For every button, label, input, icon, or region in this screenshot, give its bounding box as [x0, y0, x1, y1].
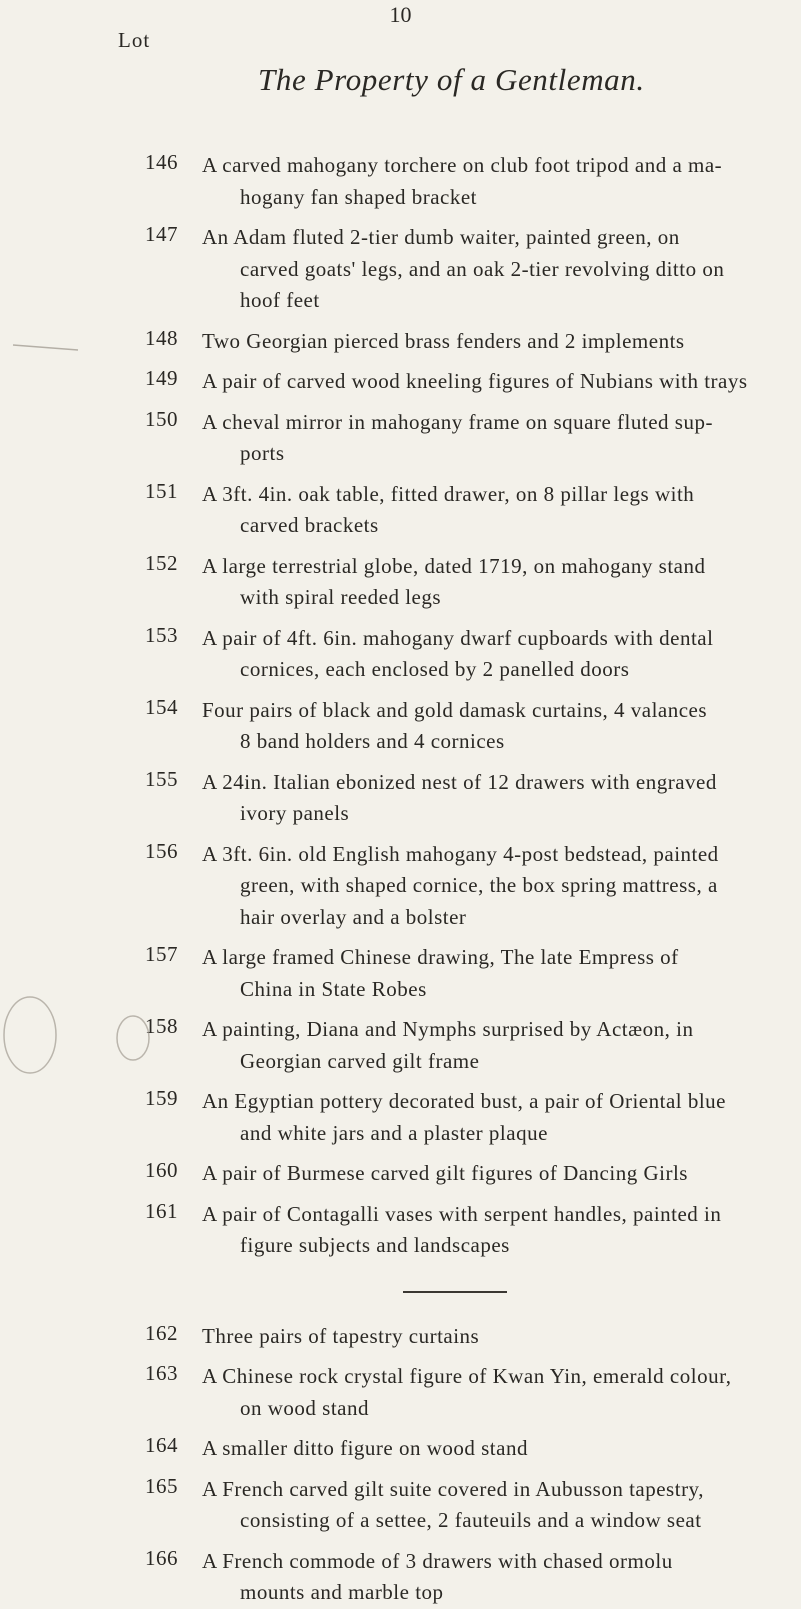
handwritten-circle-mark — [0, 990, 150, 1090]
description-line: A pair of carved wood kneeling figures of Nubians with trays — [202, 369, 748, 393]
lot-description — [202, 1474, 792, 1537]
lot-number: 158 — [145, 1014, 178, 1038]
description-line: A carved mahogany torchere on club foot tripod and a ma- — [202, 153, 723, 177]
lot-description — [202, 695, 792, 758]
lot-number: 154 — [145, 694, 178, 719]
description-line: A pair of 4ft. 6in. mahogany dwarf cupboards with dental — [202, 625, 714, 650]
page-number: 10 — [389, 2, 412, 27]
description-line: A 3ft. 6in. old English mahogany 4-post bedstead, painted — [202, 841, 719, 866]
lot-description — [202, 479, 792, 542]
lot-number: 163 — [145, 1361, 178, 1385]
lot-number: 164 — [145, 1433, 178, 1457]
description-line: Two Georgian pierced brass fenders and 2 implements — [202, 328, 685, 353]
description-line: China in State Robes — [240, 976, 427, 1001]
description-line: Three pairs of tapestry curtains — [202, 1323, 480, 1348]
description-line: ports — [240, 441, 285, 465]
description-line: with spiral reeded legs — [240, 585, 442, 609]
lot-description — [202, 767, 792, 830]
description-line: Four pairs of black and gold damask curtains, 4 valances — [202, 697, 708, 722]
description-line: A pair of Contagalli vases with serpent handles, painted in — [202, 1201, 722, 1226]
description-line: A pair of Burmese carved gilt figures of Dancing Girls — [202, 1161, 688, 1185]
description-line: hogany fan shaped bracket — [240, 184, 477, 209]
description-line: An Adam fluted 2-tier dumb waiter, painted green, on — [202, 225, 680, 249]
description-line: carved brackets — [240, 513, 379, 537]
description-line: figure subjects and landscapes — [240, 1233, 510, 1257]
description-line: on wood stand — [240, 1395, 369, 1420]
description-line: Georgian carved gilt frame — [240, 1048, 480, 1073]
lot-description — [202, 407, 792, 470]
lot-description — [202, 1546, 792, 1609]
lot-number: 152 — [145, 550, 178, 575]
description-line: green, with shaped cornice, the box spring mattress, a — [240, 873, 718, 897]
description-line: carved goats' legs, and an oak 2-tier revolving ditto on — [240, 256, 725, 281]
lot-description — [202, 1086, 792, 1149]
description-line: mounts and marble top — [240, 1580, 444, 1604]
description-line: A painting, Diana and Nymphs surprised by Actæon, in — [202, 1017, 694, 1041]
lot-number: 148 — [145, 325, 178, 350]
lot-description — [202, 1433, 792, 1465]
lot-number: 146 — [145, 150, 178, 174]
description-line: An Egyptian pottery decorated bust, a pair of Oriental blue — [202, 1089, 727, 1113]
description-line: 8 band holders and 4 cornices — [240, 729, 505, 753]
lot-number: 160 — [145, 1158, 178, 1182]
lot-number: 151 — [145, 478, 178, 503]
description-line: A large framed Chinese drawing, The late Empress of — [202, 945, 679, 969]
lot-column-header: Lot — [118, 28, 151, 52]
lot-description — [202, 222, 792, 317]
page-title: The Property of a Gentleman. — [258, 62, 645, 97]
lot-number: 153 — [145, 622, 178, 647]
lot-number: 155 — [145, 766, 178, 791]
lot-description — [202, 1014, 792, 1077]
description-line: A Chinese rock crystal figure of Kwan Yin, emerald colour, — [202, 1364, 732, 1388]
lot-number: 156 — [145, 838, 178, 863]
lot-description — [202, 551, 792, 614]
lot-number: 157 — [145, 942, 178, 966]
description-line: and white jars and a plaster plaque — [240, 1120, 548, 1145]
description-line: A French carved gilt suite covered in Aubusson tapestry, — [202, 1476, 704, 1501]
lot-number: 165 — [145, 1473, 178, 1498]
lot-description — [202, 1158, 792, 1190]
lot-number: 150 — [145, 406, 178, 431]
lot-number: 159 — [145, 1086, 178, 1110]
description-line: A smaller ditto figure on wood stand — [202, 1436, 528, 1460]
lot-description — [202, 839, 792, 934]
description-line: cornices, each enclosed by 2 panelled doors — [240, 657, 630, 681]
lot-number: 166 — [145, 1545, 178, 1570]
description-line: hair overlay and a bolster — [240, 904, 467, 929]
lot-description — [202, 942, 792, 1005]
description-line: consisting of a settee, 2 fauteuils and a window seat — [240, 1508, 702, 1532]
lot-description — [202, 623, 792, 686]
description-line: ivory panels — [240, 801, 350, 825]
description-line: A large terrestrial globe, dated 1719, on mahogany stand — [202, 553, 706, 578]
description-line: A French commode of 3 drawers with chased ormolu — [202, 1548, 673, 1573]
description-line: A 3ft. 4in. oak table, fitted drawer, on 8 pillar legs with — [202, 481, 695, 506]
handwritten-bracket-mark — [8, 330, 88, 360]
lot-description — [202, 1321, 792, 1353]
lot-description — [202, 326, 792, 358]
lot-number: 149 — [145, 366, 178, 390]
section-divider — [403, 1291, 507, 1293]
lot-description — [202, 1361, 792, 1424]
description-line: A 24in. Italian ebonized nest of 12 drawers with engraved — [202, 769, 717, 794]
lot-description — [202, 150, 792, 213]
lot-number: 162 — [145, 1320, 178, 1345]
description-line: A cheval mirror in mahogany frame on square fluted sup- — [202, 409, 713, 434]
lot-number: 161 — [145, 1198, 178, 1223]
lot-description — [202, 1199, 792, 1262]
lot-number: 147 — [145, 222, 178, 246]
lot-description — [202, 366, 792, 398]
description-line: hoof feet — [240, 288, 320, 312]
